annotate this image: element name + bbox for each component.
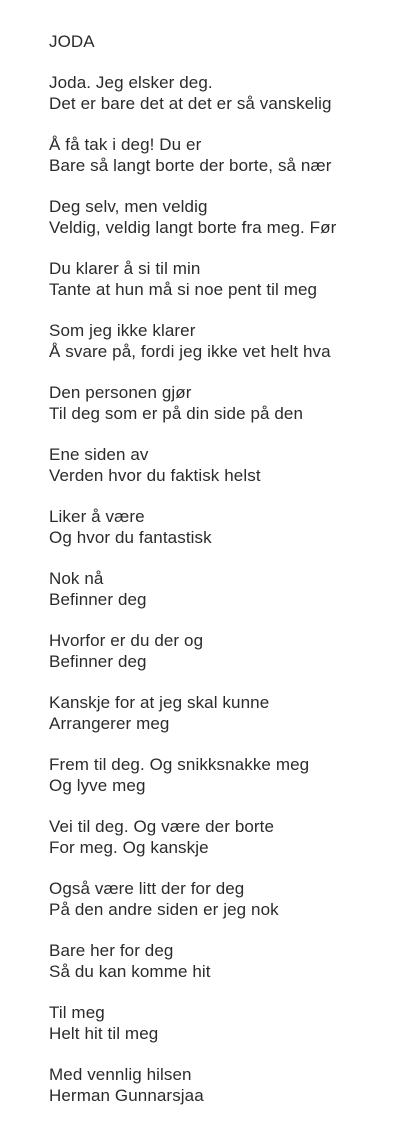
stanza — [49, 940, 412, 982]
poem-line: Å få tak i deg! Du er — [49, 135, 202, 154]
stanza — [49, 196, 412, 238]
poem-line: Veldig, veldig langt borte fra meg. Før — [49, 218, 337, 237]
poem-line: Bare her for deg — [49, 941, 174, 960]
poem-line: Tante at hun må si noe pent til meg — [49, 280, 318, 299]
poem-line: Til meg — [49, 1003, 105, 1022]
poem-document — [49, 31, 412, 1126]
stanza — [49, 506, 412, 548]
poem-line: Og hvor du fantastisk — [49, 528, 212, 547]
stanza — [49, 258, 412, 300]
poem-line: Nok nå — [49, 569, 104, 588]
stanza — [49, 72, 412, 114]
poem-line: Du klarer å si til min — [49, 259, 201, 278]
poem-line: Så du kan komme hit — [49, 962, 211, 981]
poem-line: Joda. Jeg elsker deg. — [49, 73, 213, 92]
poem-line: Vei til deg. Og være der borte — [49, 817, 275, 836]
stanza — [49, 816, 412, 858]
poem-line: Som jeg ikke klarer — [49, 321, 196, 340]
poem-line: Det er bare det at det er så vanskelig — [49, 94, 332, 113]
poem-line: Til deg som er på din side på den — [49, 404, 304, 423]
stanza — [49, 878, 412, 920]
signature-name: Herman Gunnarsjaa — [49, 1086, 204, 1105]
poem-line: Den personen gjør — [49, 383, 192, 402]
stanza — [49, 134, 412, 176]
poem-line: Liker å være — [49, 507, 145, 526]
poem-line: Arrangerer meg — [49, 714, 170, 733]
stanza — [49, 444, 412, 486]
signature — [49, 1064, 412, 1106]
stanza — [49, 568, 412, 610]
poem-line: Frem til deg. Og snikksnakke meg — [49, 755, 310, 774]
poem-line: Helt hit til meg — [49, 1024, 159, 1043]
poem-line: Deg selv, men veldig — [49, 197, 208, 216]
poem-line: For meg. Og kanskje — [49, 838, 209, 857]
stanza — [49, 754, 412, 796]
poem-line: Kanskje for at jeg skal kunne — [49, 693, 270, 712]
stanza — [49, 692, 412, 734]
poem-line: Befinner deg — [49, 652, 147, 671]
poem-line: Hvorfor er du der og — [49, 631, 204, 650]
poem-line: Også være litt der for deg — [49, 879, 245, 898]
poem-line: Befinner deg — [49, 590, 147, 609]
poem-line: Å svare på, fordi jeg ikke vet helt hva — [49, 342, 331, 361]
poem-line: Bare så langt borte der borte, så nær — [49, 156, 332, 175]
poem-line: Ene siden av — [49, 445, 149, 464]
poem-line: Og lyve meg — [49, 776, 146, 795]
poem-line: På den andre siden er jeg nok — [49, 900, 279, 919]
stanza — [49, 382, 412, 424]
poem-title: JODA — [49, 32, 95, 51]
stanza — [49, 630, 412, 672]
poem-line: Verden hvor du faktisk helst — [49, 466, 261, 485]
closing-line: Med vennlig hilsen — [49, 1065, 192, 1084]
stanza — [49, 320, 412, 362]
stanza — [49, 1002, 412, 1044]
